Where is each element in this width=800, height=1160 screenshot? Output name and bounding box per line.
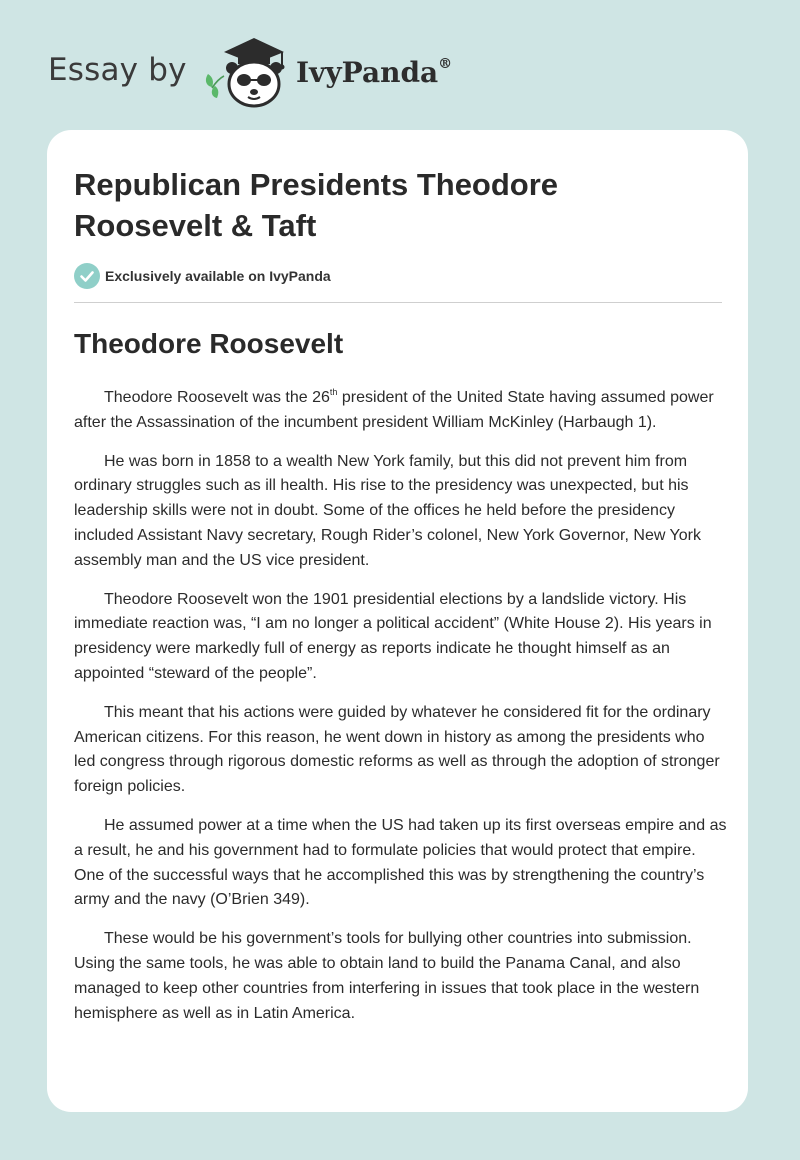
essay-by-label: Essay by — [48, 52, 187, 88]
essay-card — [47, 130, 748, 1112]
paragraph-1 — [74, 386, 730, 436]
exclusive-badge — [74, 263, 331, 289]
brand-text: IvyPanda — [296, 56, 439, 89]
registered-mark: ® — [438, 55, 453, 72]
brand-name[interactable] — [296, 56, 452, 89]
ordinal-suffix: th — [329, 386, 338, 397]
paragraph-1-start: Theodore Roosevelt was the 26 — [104, 389, 330, 406]
site-header — [48, 34, 508, 110]
essay-body — [74, 386, 730, 1040]
paragraph-3: Theodore Roosevelt won the 1901 presidential elections by a landslide victory. His immediate reaction was, “I am no longer a political accident” (White House 2). His years in presidency were markedly full of energy as reports indicate he thought himself as an appointed “steward of the people”. — [74, 590, 712, 682]
paragraph-4: This meant that his actions were guided by whatever he considered fit for the ordinary American citizens. For this reason, he went down in history as among the presidents who led congress through rigorous domestic reforms as well as through the adoption of stronger foreign policies. — [74, 703, 720, 796]
paragraph-1-end: president of the United State having assumed power after the Assassination of the incumbent president William McKinley (Harbaugh 1). — [74, 389, 714, 431]
page-title: Republican Presidents Theodore Roosevelt & Taft — [74, 167, 559, 243]
section-heading: Theodore Roosevelt — [74, 328, 344, 359]
divider — [74, 302, 722, 303]
check-circle-icon — [74, 263, 100, 289]
exclusive-label: Exclusively available on IvyPanda — [105, 268, 331, 284]
paragraph-6: These would be his government’s tools for bullying other countries into submission. Using the same tools, he was able to obtain land to build the Panama Canal, and also managed to keep other countries from interfering in issues that took place in the western hemisphere as well as in Latin America. — [74, 930, 700, 1022]
paragraph-2: He was born in 1858 to a wealth New York family, but this did not prevent him from ordinary struggles such as ill health. His rise to the presidency was unexpected, but his leadership skills were not in doubt. Some of the offices he held before the presidency included Assistant Navy secretary, Rough Rider’s colonel, New York Governor, New York assembly man and the US vice president. — [74, 452, 701, 569]
paragraph-5: He assumed power at a time when the US had taken up its first overseas empire and as a result, he and his government had to formulate policies that would protect that empire. One of the successful ways that he accomplished this was by strengthening the country’s army and the navy (O’Brien 349). — [74, 816, 727, 909]
ivypanda-logo-icon[interactable] — [202, 34, 292, 110]
